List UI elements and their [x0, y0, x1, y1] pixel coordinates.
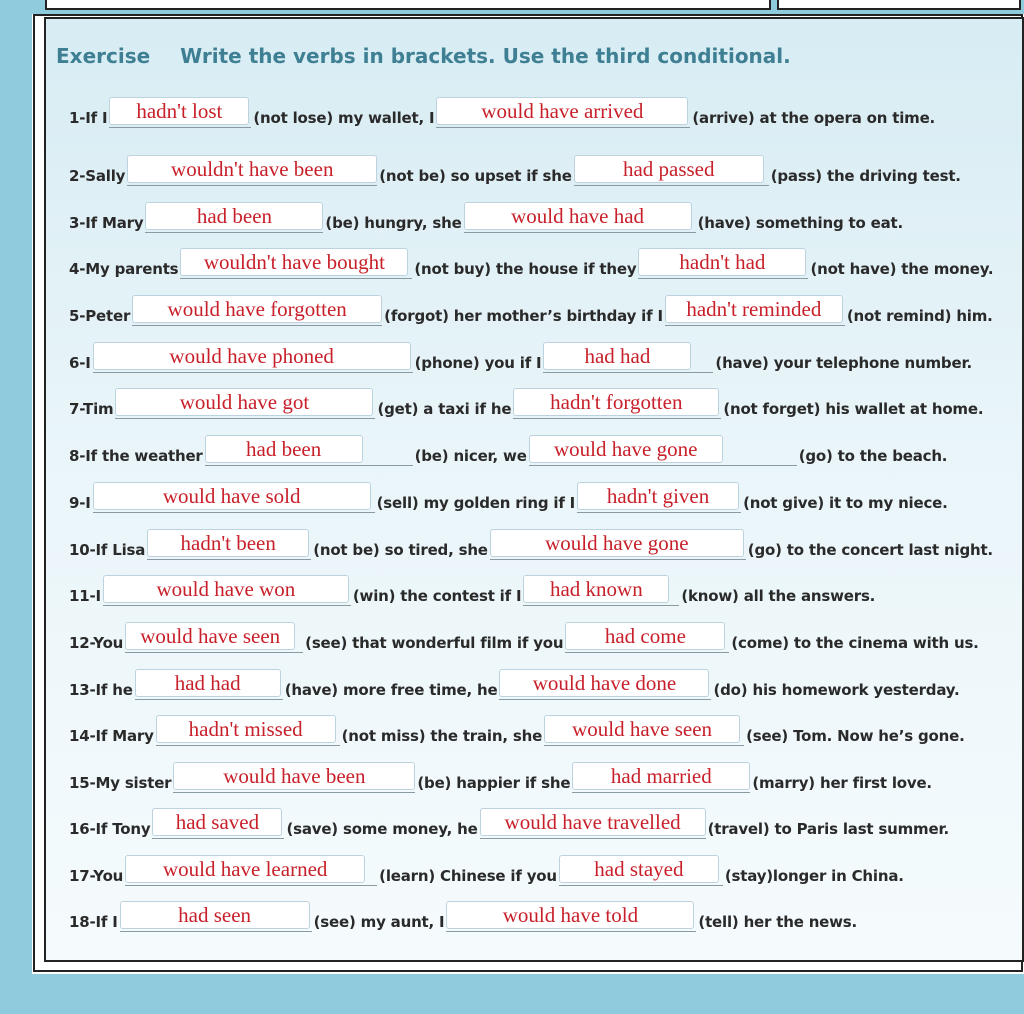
answer-blank	[529, 435, 797, 466]
sentence-row	[69, 292, 993, 326]
answer-blank	[446, 901, 696, 932]
answer-blank	[523, 575, 679, 606]
sentence-row	[69, 199, 903, 233]
sentence-text: 11-I	[69, 587, 101, 605]
sentence-text: (marry) her first love.	[752, 774, 932, 792]
sentence-text: 4-My parents	[69, 260, 179, 278]
sentence-text: (not remind) him.	[846, 307, 993, 325]
sentence-text: (arrive) at the opera on time.	[692, 109, 936, 127]
sentence-row	[69, 759, 932, 793]
answer-blank	[120, 901, 312, 932]
sentence-row	[69, 94, 935, 128]
answer-blank	[543, 342, 713, 373]
answer-blank	[638, 248, 808, 279]
sentence-text: (be) happier if she	[417, 774, 571, 792]
answer-blank	[115, 388, 375, 419]
sentence-text: (learn) Chinese if you	[379, 867, 557, 885]
answer-blank	[559, 855, 723, 886]
sentence-text: 2-Sally	[69, 167, 126, 185]
answer-text[interactable]: hadn't missed	[156, 715, 336, 743]
answer-blank	[180, 248, 412, 279]
answer-text[interactable]: would have travelled	[480, 808, 706, 836]
sentence-text: 16-If Tony	[69, 820, 151, 838]
answer-text[interactable]: would have told	[446, 901, 694, 929]
answer-blank	[125, 622, 303, 653]
sentence-row	[69, 479, 948, 513]
sentence-text: 9-I	[69, 494, 91, 512]
sentence-text: (see) Tom. Now he’s gone.	[746, 727, 965, 745]
sentence-text: (come) to the cinema with us.	[731, 634, 979, 652]
sentence-row	[69, 619, 979, 653]
answer-blank	[499, 669, 711, 700]
answer-text[interactable]: would have gone	[490, 529, 744, 557]
answer-text[interactable]: had seen	[120, 901, 310, 929]
answer-blank	[173, 762, 415, 793]
answer-blank	[544, 715, 744, 746]
sentence-text: (not lose) my wallet, I	[253, 109, 435, 127]
sentence-text: (not be) so upset if she	[379, 167, 572, 185]
answer-text[interactable]: had had	[543, 342, 691, 370]
sentence-text: (forgot) her mother’s birthday if I	[384, 307, 663, 325]
answer-blank	[665, 295, 845, 326]
sentence-text: (have) something to eat.	[697, 214, 903, 232]
top-frame-right	[777, 0, 1021, 10]
sentence-text: (be) nicer, we	[414, 447, 527, 465]
sentence-text: 5-Peter	[69, 307, 131, 325]
sentence-row	[69, 385, 983, 419]
answer-blank	[93, 482, 375, 513]
sentence-text: 1-If I	[69, 109, 108, 127]
answer-text[interactable]: had come	[565, 622, 725, 650]
answer-text[interactable]: would have been	[173, 762, 415, 790]
answer-text[interactable]: wouldn't have been	[127, 155, 377, 183]
answer-text[interactable]: had stayed	[559, 855, 719, 883]
answer-text[interactable]: had had	[135, 669, 281, 697]
answer-text[interactable]: hadn't reminded	[665, 295, 843, 323]
answer-text[interactable]: hadn't been	[147, 529, 309, 557]
sentence-text: 10-If Lisa	[69, 541, 146, 559]
answer-blank	[127, 155, 377, 186]
answer-text[interactable]: would have gone	[529, 435, 723, 463]
sentence-text: 3-If Mary	[69, 214, 144, 232]
answer-text[interactable]: had married	[572, 762, 750, 790]
answer-text[interactable]: hadn't had	[638, 248, 806, 276]
sentence-text: (see) my aunt, I	[313, 913, 445, 931]
answer-blank	[156, 715, 340, 746]
sentence-text: (tell) her the news.	[698, 913, 858, 931]
answer-text[interactable]: hadn't lost	[109, 97, 249, 125]
exercise-title	[56, 44, 791, 68]
sentence-text: 14-If Mary	[69, 727, 154, 745]
sentence-text: 17-You	[69, 867, 124, 885]
exercise-label: Exercise	[56, 44, 151, 68]
answer-text[interactable]: would have done	[499, 669, 709, 697]
answer-blank	[205, 435, 413, 466]
top-frame-left	[45, 0, 771, 10]
sentence-text: (phone) you if I	[414, 354, 542, 372]
answer-text[interactable]: would have forgotten	[132, 295, 382, 323]
answer-blank	[464, 202, 696, 233]
sentence-text: (not miss) the train, she	[341, 727, 543, 745]
answer-blank	[125, 855, 377, 886]
exercise-instruction: Write the verbs in brackets. Use the third conditional.	[180, 44, 791, 68]
answer-blank	[145, 202, 323, 233]
sentence-text: (be) hungry, she	[325, 214, 462, 232]
sentence-text: (see) that wonderful film if you	[305, 634, 564, 652]
sentence-text: 15-My sister	[69, 774, 172, 792]
sentence-text: (pass) the driving test.	[770, 167, 961, 185]
sentence-text: 13-If he	[69, 681, 133, 699]
sentence-text: (have) your telephone number.	[715, 354, 972, 372]
sentence-row	[69, 526, 993, 560]
sentence-row	[69, 245, 993, 279]
answer-text[interactable]: wouldn't have bought	[180, 248, 408, 276]
sentence-row	[69, 852, 904, 886]
answer-blank	[490, 529, 746, 560]
sentence-text: (do) his homework yesterday.	[713, 681, 960, 699]
answer-blank	[480, 808, 706, 839]
sentence-text: (win) the contest if I	[352, 587, 522, 605]
answer-blank	[132, 295, 382, 326]
sentence-row	[69, 712, 965, 746]
sentence-row	[69, 339, 972, 373]
sentence-text: (go) to the concert last night.	[747, 541, 993, 559]
sentence-text: 7-Tim	[69, 400, 114, 418]
answer-text[interactable]: would have phoned	[93, 342, 411, 370]
answer-text[interactable]: would have had	[464, 202, 692, 230]
sentence-text: (stay)longer in China.	[724, 867, 904, 885]
answer-blank	[572, 762, 750, 793]
answer-text[interactable]: would have got	[115, 388, 373, 416]
answer-blank	[152, 808, 284, 839]
sentence-text: (save) some money, he	[286, 820, 478, 838]
sentence-text: (go) to the beach.	[798, 447, 948, 465]
answer-text[interactable]: had been	[205, 435, 363, 463]
sentence-text: 18-If I	[69, 913, 118, 931]
answer-text[interactable]: had known	[523, 575, 669, 603]
sentence-row	[69, 805, 949, 839]
answer-text[interactable]: had passed	[574, 155, 764, 183]
answer-blank	[436, 97, 690, 128]
answer-blank	[565, 622, 729, 653]
answer-text[interactable]: would have learned	[125, 855, 365, 883]
sentence-row	[69, 572, 875, 606]
sentence-text: (not have) the money.	[810, 260, 994, 278]
sentence-text: (not buy) the house if they	[414, 260, 637, 278]
sentence-text: 8-If the weather	[69, 447, 203, 465]
sentence-text: (know) all the answers.	[681, 587, 876, 605]
answer-blank	[147, 529, 311, 560]
sentence-text: (travel) to Paris last summer.	[707, 820, 950, 838]
answer-text[interactable]: would have sold	[93, 482, 371, 510]
sentence-text: (not forget) his wallet at home.	[723, 400, 984, 418]
sentence-text: (have) more free time, he	[284, 681, 498, 699]
answer-text[interactable]: would have seen	[544, 715, 740, 743]
answer-blank	[135, 669, 283, 700]
sentence-text: (get) a taxi if he	[377, 400, 512, 418]
sentence-text: 12-You	[69, 634, 124, 652]
answer-text[interactable]: had been	[145, 202, 323, 230]
answer-text[interactable]: would have seen	[125, 622, 295, 650]
sentence-text: (not be) so tired, she	[313, 541, 488, 559]
sentence-row	[69, 432, 947, 466]
sentence-row	[69, 898, 857, 932]
sentence-row	[69, 666, 960, 700]
answer-blank	[109, 97, 251, 128]
answer-text[interactable]: hadn't given	[577, 482, 739, 510]
answer-text[interactable]: would have won	[103, 575, 349, 603]
answer-blank	[574, 155, 769, 186]
answer-blank	[577, 482, 741, 513]
sentence-row	[69, 152, 961, 186]
answer-blank	[513, 388, 721, 419]
answer-text[interactable]: hadn't forgotten	[513, 388, 719, 416]
sentence-text: (not give) it to my niece.	[743, 494, 948, 512]
answer-blank	[93, 342, 413, 373]
sentence-text: 6-I	[69, 354, 91, 372]
answer-text[interactable]: would have arrived	[436, 97, 688, 125]
sentence-text: (sell) my golden ring if I	[376, 494, 576, 512]
answer-blank	[103, 575, 351, 606]
answer-text[interactable]: had saved	[152, 808, 282, 836]
